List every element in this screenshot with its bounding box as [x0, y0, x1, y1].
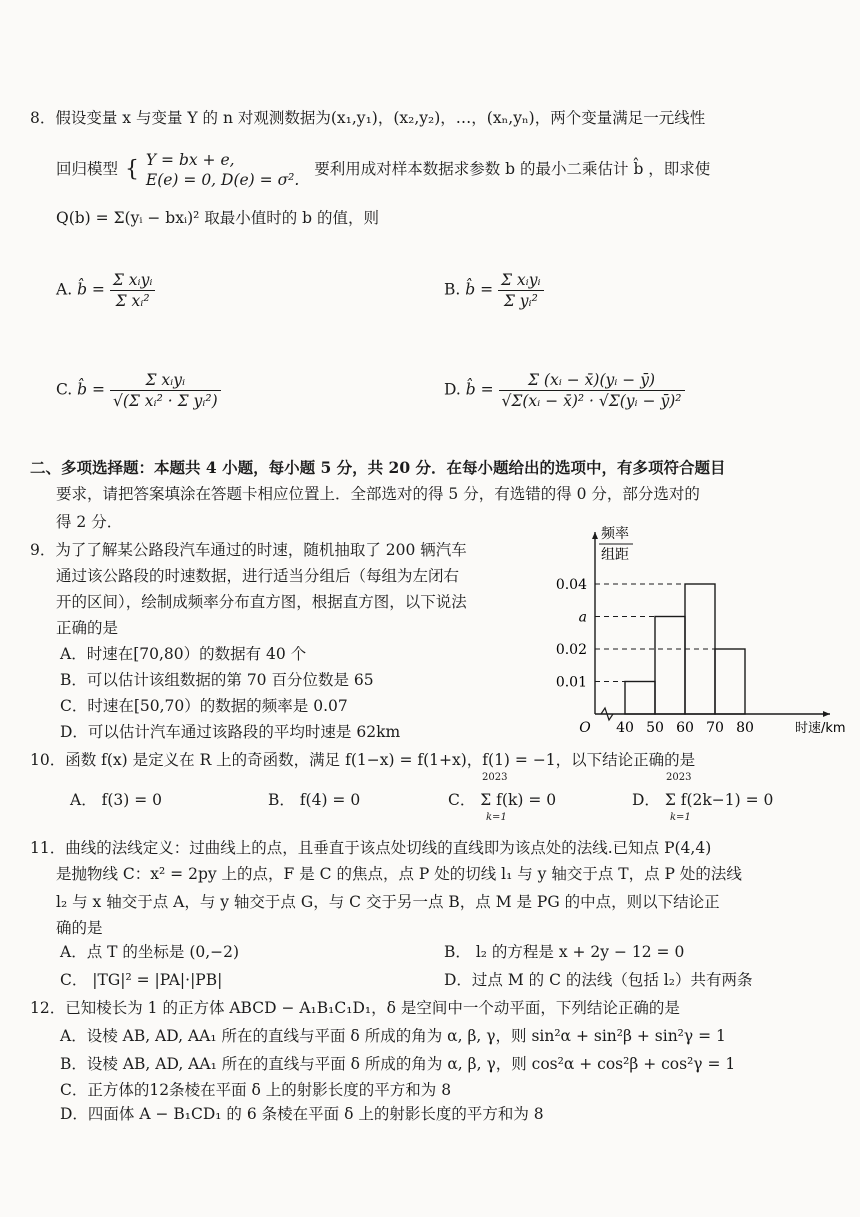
histogram-bar-[70,80): [715, 649, 745, 714]
q9-option-d[interactable]: D．可以估计汽车通过该路段的平均时速是 62km: [60, 723, 401, 741]
q11-line3: l₂ 与 x 轴交于点 A，与 y 轴交于点 G，与 C 交于另一点 B，点 M 是 PG 的中点，则以下结论正: [56, 893, 720, 911]
q11-option-a[interactable]: A．点 T 的坐标是 (0,−2): [60, 943, 240, 961]
q9-option-a[interactable]: A．时速在[70,80）的数据有 40 个: [60, 645, 307, 663]
fraction-numerator: Σ xᵢyᵢ: [110, 370, 221, 391]
brace-symbol: {: [124, 157, 139, 182]
q9-line2: 通过该公路段的时速数据，进行适当分组后（每组为左闭右: [56, 567, 460, 585]
option-lhs: b̂ =: [465, 280, 494, 299]
section2-line3: 得 2 分．: [56, 513, 123, 531]
x-tick-label-1: 40: [616, 720, 634, 736]
q8-option-a[interactable]: [56, 270, 155, 311]
model-line-1: Y = bx + e,: [145, 151, 235, 169]
q11-line2: 是抛物线 C：x² = 2py 上的点，F 是 C 的焦点，点 P 处的切线 l₁ 与 y 轴交于点 T，点 P 处的法线: [56, 865, 742, 883]
fraction-denominator: Σ xᵢ²: [115, 292, 150, 310]
option-label: A.: [56, 280, 73, 299]
q9-line1: 9．为了了解某公路段汽车通过的时速，随机抽取了 200 辆汽车: [30, 541, 467, 559]
x-tick-label-5: 80: [736, 720, 754, 736]
q10-option-a[interactable]: A． f(3) = 0: [70, 791, 163, 809]
q9-option-c[interactable]: C．时速在[50,70）的数据的频率是 0.07: [60, 697, 348, 715]
option-text: C． Σ f(k) = 0: [448, 791, 557, 809]
q10-c-sum-upper: 2023: [482, 772, 508, 783]
fraction: [499, 370, 685, 411]
q12-option-d[interactable]: D．四面体 A − B₁CD₁ 的 6 条棱在平面 δ 上的射影长度的平方和为 8: [60, 1105, 544, 1123]
y-axis-label-top: 频率: [601, 526, 629, 542]
option-label: D.: [444, 380, 461, 399]
q12-line1: 12．已知棱长为 1 的正方体 ABCD − A₁B₁C₁D₁，δ 是空间中一个动平面，下列结论正确的是: [30, 999, 680, 1017]
q9-option-b[interactable]: B．可以估计该组数据的第 70 百分位数是 65: [60, 671, 374, 689]
q8-option-b[interactable]: [444, 270, 544, 311]
option-lhs: b̂ =: [77, 280, 105, 299]
q11-line4: 确的是: [56, 919, 103, 937]
q11-option-c[interactable]: C． |TG|² = |PA|·|PB|: [60, 971, 223, 989]
q10-option-b[interactable]: B． f(4) = 0: [268, 791, 361, 809]
q10-d-sum-upper: 2023: [666, 772, 692, 783]
q11-option-b[interactable]: B． l₂ 的方程是 x + 2y − 12 = 0: [444, 943, 685, 961]
fraction-numerator: Σ xᵢyᵢ: [498, 270, 544, 291]
histogram-bar-[50,60): [655, 617, 685, 715]
y-axis-label-bottom: 组距: [601, 547, 629, 563]
q11-line1: 11．曲线的法线定义：过曲线上的点，且垂直于该点处切线的直线即为该点处的法线.已知点 P(4,4): [30, 839, 712, 857]
q8-option-c[interactable]: [56, 370, 221, 411]
fraction-denominator: Σ yᵢ²: [503, 292, 538, 310]
y-tick-label-2: 0.02: [555, 642, 587, 658]
fraction-denominator: √(Σ xᵢ² · Σ yᵢ²): [112, 392, 218, 410]
option-lhs: b̂ =: [465, 380, 494, 399]
x-tick-label-0: O: [579, 720, 591, 736]
section2-line1: 二、多项选择题：本题共 4 小题，每小题 5 分，共 20 分．在每小题给出的选项中，有多项符合题目: [30, 458, 726, 477]
fraction: [110, 370, 221, 411]
x-tick-label-4: 70: [706, 720, 724, 736]
y-tick-label-3: 0.01: [555, 674, 587, 691]
option-lhs: b̂ =: [77, 380, 106, 399]
q8-line2: [56, 150, 710, 190]
section2-line2: 要求，请把答案填涂在答题卡相应位置上．全部选对的得 5 分，有选错的得 0 分，部分选对的: [56, 485, 700, 503]
regression-model: [146, 150, 299, 190]
q12-option-b[interactable]: B．设棱 AB, AD, AA₁ 所在的直线与平面 δ 所成的角为 α, β, γ，则 cos²α + cos²β + cos²γ = 1: [60, 1055, 736, 1073]
x-axis-arrow: [823, 711, 830, 717]
q8-line3: Q(b) = Σ(yᵢ − bxᵢ)² 取最小值时的 b 的值，则: [56, 209, 380, 227]
frequency-histogram: [545, 524, 855, 746]
q8-option-d[interactable]: [444, 370, 685, 411]
q9-line3: 开的区间），绘制成频率分布直方图，根据直方图，以下说法: [56, 593, 467, 611]
q10-option-c[interactable]: [448, 790, 556, 810]
fraction-numerator: Σ (xᵢ − x̄)(yᵢ − ȳ): [499, 370, 685, 391]
y-tick-label-1: a: [578, 609, 587, 626]
q12-option-c[interactable]: C．正方体的12条棱在平面 δ 上的射影长度的平方和为 8: [60, 1081, 452, 1099]
option-label: C.: [56, 380, 73, 399]
q12-option-a[interactable]: A．设棱 AB, AD, AA₁ 所在的直线与平面 δ 所成的角为 α, β, γ，则 sin²α + sin²β + sin²γ = 1: [60, 1027, 726, 1045]
q11-option-d[interactable]: D．过点 M 的 C 的法线（包括 l₂）共有两条: [444, 971, 753, 989]
chart-layer: [556, 526, 846, 736]
q8-line1: 8．假设变量 x 与变量 Y 的 n 对观测数据为(x₁,y₁)，(x₂,y₂)，…，(xₙ,yₙ)，两个变量满足一元线性: [30, 109, 706, 127]
y-axis-arrow: [592, 532, 598, 539]
q8-line2-pre: 回归模型: [56, 160, 119, 178]
fraction-denominator: √Σ(xᵢ − x̄)² · √Σ(yᵢ − ȳ)²: [501, 392, 682, 410]
fraction: [110, 270, 156, 311]
fraction: [498, 270, 544, 311]
histogram-bar-[40,50): [625, 682, 655, 715]
fraction-numerator: Σ xᵢyᵢ: [110, 270, 156, 291]
option-text: D． Σ f(2k−1) = 0: [632, 791, 774, 809]
q9-line4: 正确的是: [56, 619, 119, 637]
q10-line1: 10．函数 f(x) 是定义在 R 上的奇函数，满足 f(1−x) = f(1+x)，f(1) = −1，以下结论正确的是: [30, 751, 696, 769]
q8-line2-post: 要利用成对样本数据求参数 b 的最小二乘估计 b̂ ，即求使: [314, 160, 711, 178]
x-tick-label-3: 60: [676, 720, 694, 736]
q10-d-sum-lower: k=1: [670, 812, 691, 823]
x-axis-label: 时速/km: [795, 721, 846, 736]
option-label: B.: [444, 280, 461, 299]
q10-option-d[interactable]: [632, 790, 773, 810]
x-tick-label-2: 50: [646, 720, 664, 736]
q10-c-sum-lower: k=1: [486, 812, 507, 823]
y-tick-label-0: 0.04: [555, 577, 587, 593]
model-line-2: E(e) = 0, D(e) = σ².: [145, 171, 300, 189]
